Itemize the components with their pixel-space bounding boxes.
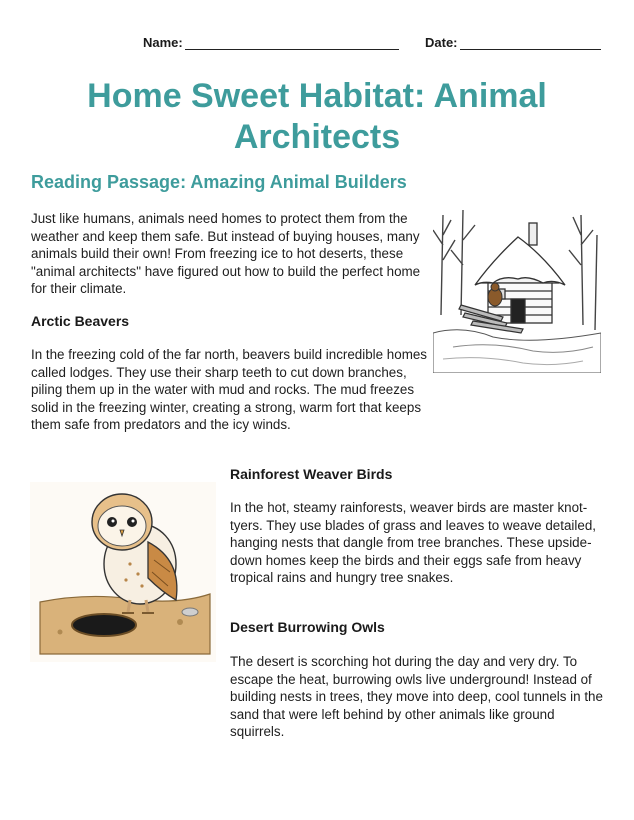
date-field[interactable] bbox=[425, 35, 601, 50]
name-field[interactable] bbox=[143, 35, 399, 50]
worksheet-header bbox=[0, 35, 634, 55]
intro-paragraph: Just like humans, animals need homes to protect them from the weather and keep them safe. But instead of buying houses, many animals build their own! From freezing ice to hot deserts, these "animal architects" have figured out how to build the perfect home for their climate. bbox=[31, 211, 421, 297]
snowy-cabin-beaver-illustration bbox=[433, 205, 601, 373]
date-label: Date: bbox=[425, 35, 458, 50]
name-label: Name: bbox=[143, 35, 183, 50]
section-title: Reading Passage: Amazing Animal Builders bbox=[31, 172, 407, 192]
weaver-heading: Rainforest Weaver Birds bbox=[230, 466, 393, 482]
name-line[interactable] bbox=[185, 36, 399, 50]
burrowing-owl-illustration bbox=[30, 482, 216, 662]
page-title: Home Sweet Habitat: Animal Architects bbox=[87, 77, 547, 156]
beavers-heading: Arctic Beavers bbox=[31, 313, 130, 329]
owls-paragraph: The desert is scorching hot during the day and very dry. To escape the heat, burrowing owls live underground! Instead of building nests in trees, they move into deep, cool tunnels in the sand that were left behind by other animals like ground squirrels. bbox=[230, 654, 603, 740]
weaver-paragraph: In the hot, steamy rainforests, weaver birds are master knot-tyers. They use blades of grass and leaves to weave detailed, hanging nests that dangle from tree branches. These upside-down homes keep the birds and their eggs safe from heavy tropical rains and hungry tree snakes. bbox=[230, 500, 596, 586]
beavers-paragraph: In the freezing cold of the far north, beavers build incredible homes called lodges. They use their sharp teeth to cut down branches, piling them up in the water with mud and rocks. The mud freezes solid in the freezing winter, creating a strong, warm fort that keeps them safe from predators and the icy winds. bbox=[31, 347, 427, 433]
owls-heading: Desert Burrowing Owls bbox=[230, 619, 385, 635]
date-line[interactable] bbox=[460, 36, 601, 50]
